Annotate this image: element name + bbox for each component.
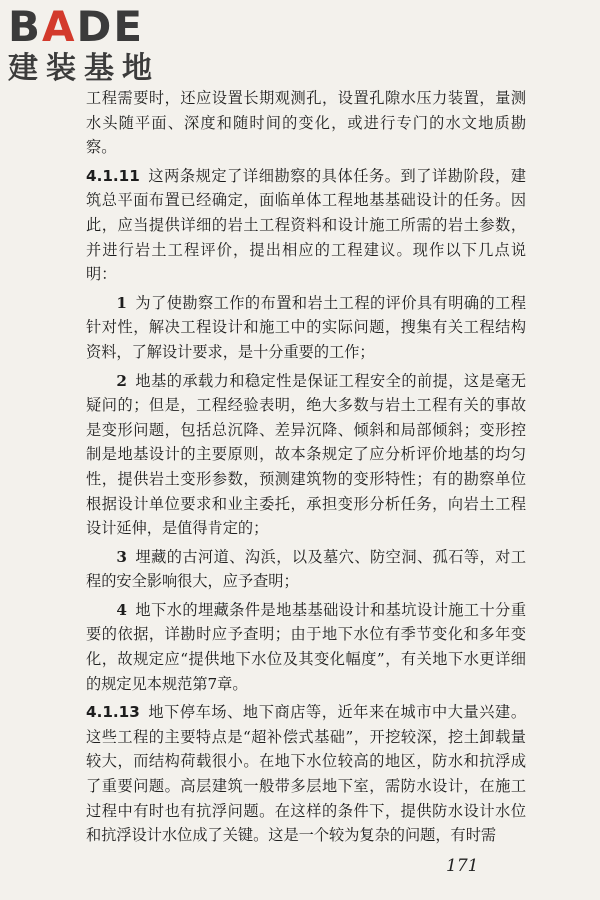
paragraph-text: 工程需要时，还应设置长期观测孔，设置孔隙水压力装置，量测水头随平面、深度和随时间的变化，或进行专门的水文地质勘察。 bbox=[86, 89, 526, 157]
item-number: 4 bbox=[116, 600, 127, 619]
paragraph-text: 地下停车场、地下商店等，近年来在城市中大量兴建。这些工程的主要特点是“超补偿式基础”，开挖较深，挖土卸载量较大，而结构荷载很小。在地下水位较高的地区，防水和抗浮成了重要问题。高层建筑一般带多层地下室，需防水设计，在施工过程中有时也有抗浮问题。在这样的条件下，提供防水设计水位和抗浮设计水位成了关键。这是一个较为复杂的问题，有时需 bbox=[86, 703, 526, 845]
body-text bbox=[86, 86, 526, 852]
section-4-1-11 bbox=[86, 164, 526, 287]
list-item-3 bbox=[86, 545, 526, 594]
paragraph-text: 地基的承载力和稳定性是保证工程安全的前提，这是毫无疑问的；但是，工程经验表明，绝大多数与岩土工程有关的事故是变形问题，包括总沉降、差异沉降、倾斜和局部倾斜；变形控制是地基设计的主要原则，故本条规定了应分析评价地基的均匀性，提供岩土变形参数，预测建筑物的变形特性；有的勘察单位根据设计单位要求和业主委托，承担变形分析任务，向岩土工程设计延伸，是值得肯定的； bbox=[86, 371, 526, 538]
section-4-1-13 bbox=[86, 700, 526, 848]
page-number: 171 bbox=[446, 856, 479, 876]
logo-letter-d: D bbox=[76, 2, 114, 51]
paragraph-continuation bbox=[86, 86, 526, 160]
section-number: 4.1.13 bbox=[86, 703, 140, 722]
logo-letter-e: E bbox=[113, 2, 145, 51]
paragraph-text: 地下水的埋藏条件是地基基础设计和基坑设计施工十分重要的依据，详勘时应予查明；由于地下水位有季节变化和多年变化，故规定应“提供地下水位及其变化幅度”，有关地下水更详细的规定见本规范第7章。 bbox=[86, 600, 526, 693]
item-number: 1 bbox=[116, 293, 127, 312]
list-item-1 bbox=[86, 291, 526, 365]
logo-subtitle: 建装基地 bbox=[8, 51, 160, 86]
paragraph-text: 埋藏的古河道、沟浜，以及墓穴、防空洞、孤石等，对工程的安全影响很大，应予查明； bbox=[86, 547, 526, 591]
logo-wordmark bbox=[8, 4, 208, 50]
item-number: 3 bbox=[116, 547, 127, 566]
list-item-2 bbox=[86, 369, 526, 541]
logo-letter-a: A bbox=[42, 2, 77, 51]
section-number: 4.1.11 bbox=[86, 166, 140, 185]
paragraph-text: 这两条规定了详细勘察的具体任务。到了详勘阶段，建筑总平面布置已经确定，面临单体工程地基基础设计的任务。因此，应当提供详细的岩土工程资料和设计施工所需的岩土参数，并进行岩土工程评价，提出相应的工程建议。现作以下几点说明： bbox=[86, 166, 526, 284]
list-item-4 bbox=[86, 598, 526, 696]
item-number: 2 bbox=[116, 371, 127, 390]
paragraph-text: 为了使勘察工作的布置和岩土工程的评价具有明确的工程针对性，解决工程设计和施工中的实际问题，搜集有关工程结构资料，了解设计要求，是十分重要的工作； bbox=[86, 293, 526, 361]
logo-letter-b: B bbox=[8, 2, 43, 51]
